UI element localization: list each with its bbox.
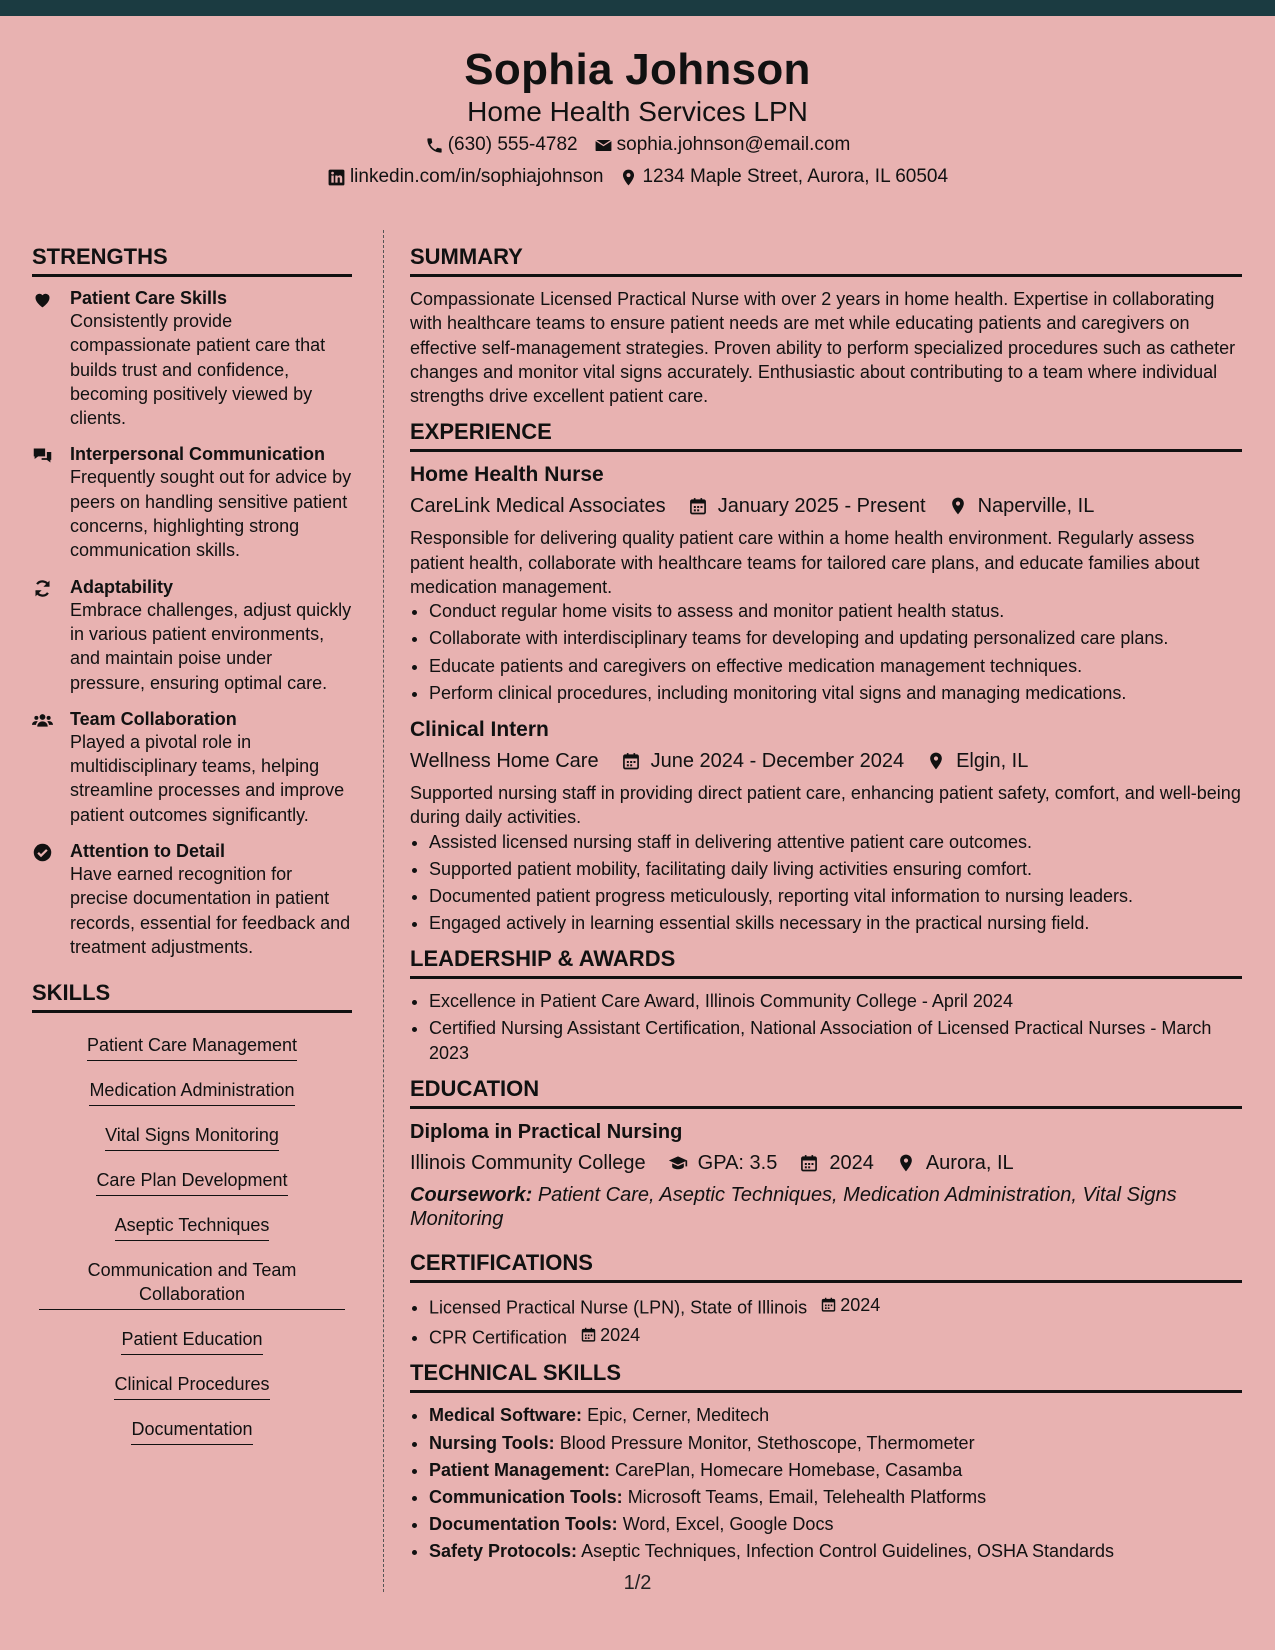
tech-value: CarePlan, Homecare Homebase, Casamba [615, 1459, 963, 1480]
list-item [429, 1512, 1242, 1536]
tech-value: Word, Excel, Google Docs [622, 1513, 834, 1534]
skill-tag: Care Plan Development [96, 1168, 287, 1196]
coursework-label: Coursework: [410, 1183, 533, 1206]
strength-item [32, 840, 352, 959]
job-title: Clinical Intern [410, 717, 549, 741]
education-entry [410, 1119, 1242, 1231]
skill-tag: Aseptic Techniques [115, 1213, 270, 1241]
job-entry [410, 717, 1242, 935]
top-bar [0, 0, 1275, 16]
list-item: • Collaborate with interdisciplinary teams for developing and updating personalized care plans. [429, 626, 1242, 650]
tech-value: Epic, Cerner, Meditech [587, 1405, 770, 1426]
list-item: • Excellence in Patient Care Award, Illinois Community College - April 2024 [429, 989, 1242, 1013]
job-location: Elgin, IL [956, 749, 1029, 772]
resume-header [0, 16, 1275, 204]
job-dates: June 2024 - December 2024 [650, 749, 905, 772]
email-text: sophia.johnson@email.com [616, 134, 851, 155]
list-item [429, 1485, 1242, 1509]
graduation-cap-icon [668, 1153, 688, 1173]
sync-icon [32, 578, 53, 599]
job-bullets [410, 599, 1242, 705]
skill-tag: Patient Care Management [87, 1033, 297, 1061]
right-column [410, 245, 1242, 1575]
skill-tag: Communication and Team Collaboration [39, 1258, 345, 1310]
users-icon [32, 710, 53, 731]
skills-list [32, 1023, 352, 1452]
education-meta [410, 1149, 1242, 1177]
awards-list [410, 989, 1242, 1065]
list-item: • Engaged actively in learning essential skills necessary in the practical nursing field. [429, 911, 1242, 935]
job-bullets [410, 830, 1242, 936]
job-company: Wellness Home Care [410, 749, 599, 772]
map-pin-icon [619, 168, 638, 187]
page-number: 1/2 [623, 1572, 652, 1594]
certifications-list [410, 1293, 1242, 1350]
strength-desc: Embrace challenges, adjust quickly in various patient environments, and maintain poise under pressure, ensuring optimal care. [70, 599, 352, 693]
strength-title: Patient Care Skills [70, 288, 228, 308]
job-desc: Responsible for delivering quality patient care within a home health environment. Regularly assess patient health, collaborate with healthcare teams for tailored care plans, and educate families about medication management. [410, 528, 1200, 598]
list-item: • Documented patient progress meticulously, reporting vital information to nursing leaders. [429, 884, 1242, 908]
tech-label: Communication Tools: [429, 1486, 623, 1507]
skill-tag: Vital Signs Monitoring [105, 1123, 279, 1151]
chat-icon [32, 445, 53, 466]
tech-label: Safety Protocols: [429, 1540, 578, 1561]
tech-label: Medical Software: [429, 1405, 583, 1426]
address-contact [619, 166, 948, 188]
skill-tag: Documentation [131, 1417, 252, 1445]
list-item: • Perform clinical procedures, including monitoring vital signs and managing medications. [429, 681, 1242, 705]
linkedin-icon [327, 168, 346, 187]
address-text: 1234 Maple Street, Aurora, IL 60504 [642, 166, 949, 187]
list-item [429, 1293, 1242, 1320]
phone-text: (630) 555-4782 [447, 134, 578, 155]
summary-title: SUMMARY [410, 245, 1242, 277]
tech-label: Patient Management: [429, 1459, 611, 1480]
calendar-icon [621, 751, 641, 771]
school-name: Illinois Community College [410, 1151, 646, 1174]
skill-tag: Medication Administration [89, 1078, 294, 1106]
cert-name: Licensed Practical Nurse (LPN), State of Illinois [429, 1297, 808, 1318]
strength-desc: Frequently sought out for advice by peers on handling sensitive patient concerns, highlighting strong communication skills. [70, 467, 352, 561]
column-divider [383, 230, 384, 1592]
list-item [429, 1431, 1242, 1455]
calendar-icon [688, 496, 708, 516]
contact-row-2 [0, 166, 1275, 188]
calendar-icon [820, 1296, 837, 1313]
strength-desc: Played a pivotal role in multidisciplinary teams, helping streamline processes and improve patient outcomes significantly. [70, 731, 345, 825]
skill-tag: Clinical Procedures [114, 1372, 269, 1400]
strength-title: Interpersonal Communication [70, 444, 326, 465]
list-item [429, 1458, 1242, 1482]
summary-text: Compassionate Licensed Practical Nurse with over 2 years in home health. Expertise in collaborating with healthcare teams to ensure patient needs are met while educating patients and caregivers on effective self-management strategies. Proven ability to perform specialized procedures such as catheter changes and monitor vital signs accurately. Enthusiastic about contributing to a team where individual strengths drive excellent patient care. [410, 289, 1236, 407]
email-contact[interactable] [594, 134, 851, 156]
tech-value: Microsoft Teams, Email, Telehealth Platforms [627, 1486, 987, 1507]
job-title: Home Health Nurse [410, 463, 604, 487]
skills-title: SKILLS [32, 981, 352, 1013]
strength-title: Attention to Detail [70, 841, 225, 862]
left-column [32, 245, 352, 1452]
candidate-role: Home Health Services LPN [467, 96, 808, 127]
school-location: Aurora, IL [925, 1151, 1014, 1174]
tech-value: Blood Pressure Monitor, Stethoscope, Thermometer [559, 1432, 975, 1453]
tech-label: Documentation Tools: [429, 1513, 618, 1534]
calendar-icon [799, 1153, 819, 1173]
strength-title: Team Collaboration [70, 708, 237, 729]
job-location: Naperville, IL [977, 495, 1095, 518]
strength-desc: Have earned recognition for precise documentation in patient records, essential for feedback and treatment adjustments. [70, 864, 351, 957]
list-item [429, 1539, 1242, 1563]
coursework-text: Patient Care, Aseptic Techniques, Medication Administration, Vital Signs Monitoring [410, 1183, 1177, 1230]
map-pin-icon [926, 751, 946, 771]
list-item: • Certified Nursing Assistant Certification, National Association of Licensed Practical Nurses - March 2023 [429, 1016, 1242, 1065]
list-item: • Supported patient mobility, facilitating daily living activities ensuring comfort. [429, 857, 1242, 881]
calendar-icon [580, 1326, 597, 1343]
cert-year: 2024 [840, 1294, 881, 1315]
tech-value: Aseptic Techniques, Infection Control Guidelines, OSHA Standards [581, 1540, 1115, 1561]
tech-label: Nursing Tools: [429, 1432, 555, 1453]
coursework [410, 1183, 1242, 1231]
heart-icon [32, 289, 53, 310]
job-meta [410, 747, 1242, 775]
strength-item [32, 576, 352, 695]
job-company: CareLink Medical Associates [410, 495, 666, 518]
check-circle-icon [32, 842, 53, 863]
job-meta [410, 492, 1242, 520]
technical-skills-list [410, 1403, 1242, 1563]
list-item: • Conduct regular home visits to assess and monitor patient health status. [429, 599, 1242, 623]
degree-title: Diploma in Practical Nursing [410, 1120, 683, 1143]
strength-desc: Consistently provide compassionate patient care that builds trust and confidence, becoming positively viewed by clients. [70, 311, 326, 429]
linkedin-text: linkedin.com/in/sophiajohnson [349, 166, 604, 187]
skill-tag: Patient Education [121, 1327, 262, 1355]
cert-year: 2024 [600, 1324, 641, 1345]
job-dates: January 2025 - Present [717, 495, 926, 518]
job-desc: Supported nursing staff in providing direct patient care, enhancing patient safety, comfort, and well-being during daily activities. [410, 782, 1241, 828]
list-item: • Educate patients and caregivers on effective medication management techniques. [429, 654, 1242, 678]
gpa: GPA: 3.5 [697, 1151, 778, 1174]
linkedin-contact[interactable] [327, 166, 604, 188]
graduation-year: 2024 [829, 1151, 874, 1174]
experience-title: EXPERIENCE [410, 420, 1242, 452]
strength-item [32, 708, 352, 827]
phone-icon [425, 136, 444, 155]
list-item [429, 1403, 1242, 1427]
technical-skills-title: TECHNICAL SKILLS [410, 1361, 1242, 1393]
strengths-title: STRENGTHS [32, 245, 352, 277]
envelope-icon [594, 136, 613, 155]
strength-item [32, 443, 352, 562]
map-pin-icon [896, 1153, 916, 1173]
phone-contact [425, 134, 578, 156]
list-item [429, 1323, 1242, 1350]
awards-title: LEADERSHIP & AWARDS [410, 947, 1242, 979]
map-pin-icon [948, 496, 968, 516]
contact-row-1 [0, 134, 1275, 156]
education-title: EDUCATION [410, 1077, 1242, 1109]
certifications-title: CERTIFICATIONS [410, 1251, 1242, 1283]
list-item: • Assisted licensed nursing staff in delivering attentive patient care outcomes. [429, 830, 1242, 854]
strength-item [32, 287, 352, 430]
cert-name: CPR Certification [429, 1327, 568, 1348]
job-entry [410, 462, 1242, 704]
candidate-name: Sophia Johnson [464, 45, 811, 94]
strength-title: Adaptability [70, 576, 174, 597]
